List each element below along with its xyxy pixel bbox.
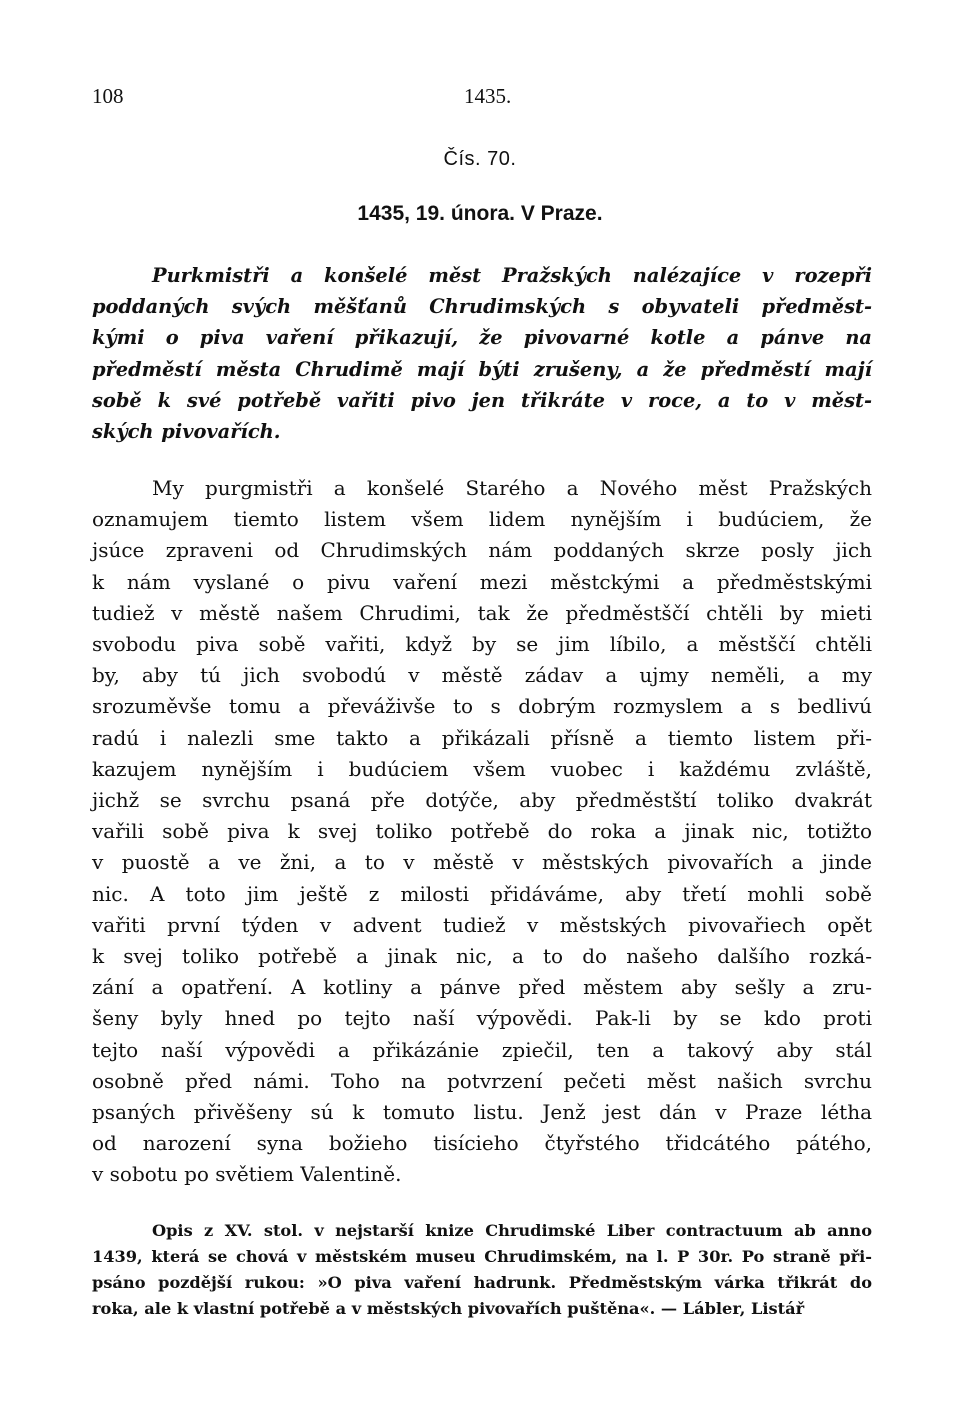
footnote-line: 1439, která se chová v městském museu Chrudimském, na l. P 30r. Po straně při- [92, 1247, 872, 1266]
text-line: vařiti první týden v advent tudiež v městských pivovařiech opět [92, 912, 872, 937]
page-number: 108 [92, 84, 124, 108]
document-date: 1435, 19. února. V Praze. [357, 202, 603, 225]
text-line: oznamujem tiemto listem všem lidem nynějším i budúciem, že [92, 507, 872, 532]
text-line: šeny byly hned po tejto naší výpovědi. Pak-li by se kdo proti [92, 1006, 872, 1031]
text-line: tejto naší výpovědi a přikázánie zpiečil, ten a takový aby stál [92, 1037, 872, 1062]
text-line: nic. A toto jim ještě z milosti přidáváme, aby třetí mohli sobě [92, 881, 872, 906]
text-line: v sobotu po světiem Valentině. [92, 1162, 402, 1187]
regest-line: předměstí města Chrudimě mají býti zrušeny, a že předměstí mají [92, 357, 872, 381]
text-line: by, aby tú jich svobodú v městě zádav a ujmy neměli, a my [92, 663, 872, 688]
text-line: vařili sobě piva k svej toliko potřebě do roka a jinak nic, totižto [92, 819, 872, 844]
text-line: radú i nalezli sme takto a přikázali přísně a tiemto listem při- [92, 725, 872, 750]
regest-line: Purkmistři a konšelé měst Pražských nalézajíce v rozepři [152, 264, 872, 287]
text-line: kazujem nynějším i budúciem všem vuobec i každému zvláště, [92, 756, 872, 781]
regest-line: kými o piva vaření přikazují, že pivovarné kotle a pánve na [92, 326, 872, 350]
text-line: od narození syna božieho tisícieho čtyřstého třidcátého pátého, [92, 1131, 872, 1156]
text-line: k svej toliko potřebě a jinak nic, a to do našeho dalšího rozká- [92, 944, 872, 969]
regest-summary [92, 260, 872, 447]
document-number: Čís. 70. [443, 148, 517, 170]
text-line: k nám vyslané o pivu vaření mezi městckými a předměstskými [92, 569, 872, 594]
text-line: osobně před námi. Toho na potvrzení pečeti měst našich svrchu [92, 1068, 872, 1093]
footnote-line: Opis z XV. stol. v nejstarší knize Chrudimské Liber contractuum ab anno [152, 1221, 872, 1240]
source-footnote [92, 1218, 872, 1322]
regest-line: poddaných svých měšťanů Chrudimských s obyvateli předměst- [92, 295, 872, 319]
text-line: My purgmistři a konšelé Starého a Nového měst Pražských [152, 476, 872, 500]
text-line: jsúce zpraveni od Chrudimských nám poddaných skrze posly jich [92, 538, 872, 563]
footnote-line: roka, ale k vlastní potřebě a v městských pivovařích puštěna«. — Lábler, Listář [92, 1299, 805, 1318]
text-line: psaných přivěšeny sú k tomuto listu. Jenž jest dán v Praze létha [92, 1100, 872, 1125]
regest-line: sobě k své potřebě vařiti pivo jen třikráte v roce, a to v měst- [92, 388, 872, 412]
charter-text [92, 473, 872, 1191]
text-line: zání a opatření. A kotliny a pánve před městem aby sešly a zru- [92, 975, 872, 1000]
running-year: 1435. [464, 84, 512, 108]
regest-line: ských pivovařích. [92, 420, 281, 444]
text-line: svobodu piva sobě vařiti, když by se jim líbilo, a městščí chtěli [92, 632, 872, 657]
text-line: jichž se svrchu psaná pře dotýče, aby předměstští toliko dvakrát [92, 788, 872, 813]
text-line: tudiež v městě našem Chrudimi, tak že předměstščí chtěli by mieti [92, 600, 872, 625]
text-line: srozuměvše tomu a převáživše to s dobrým rozmyslem a s bedlivú [92, 694, 872, 719]
text-line: v puostě a ve žni, a to v městě v městských pivovařích a jinde [92, 850, 872, 875]
running-head [92, 84, 872, 114]
footnote-line: psáno pozdější rukou: »O piva vaření hadrunk. Předměstským várka třikrát do [92, 1273, 872, 1292]
